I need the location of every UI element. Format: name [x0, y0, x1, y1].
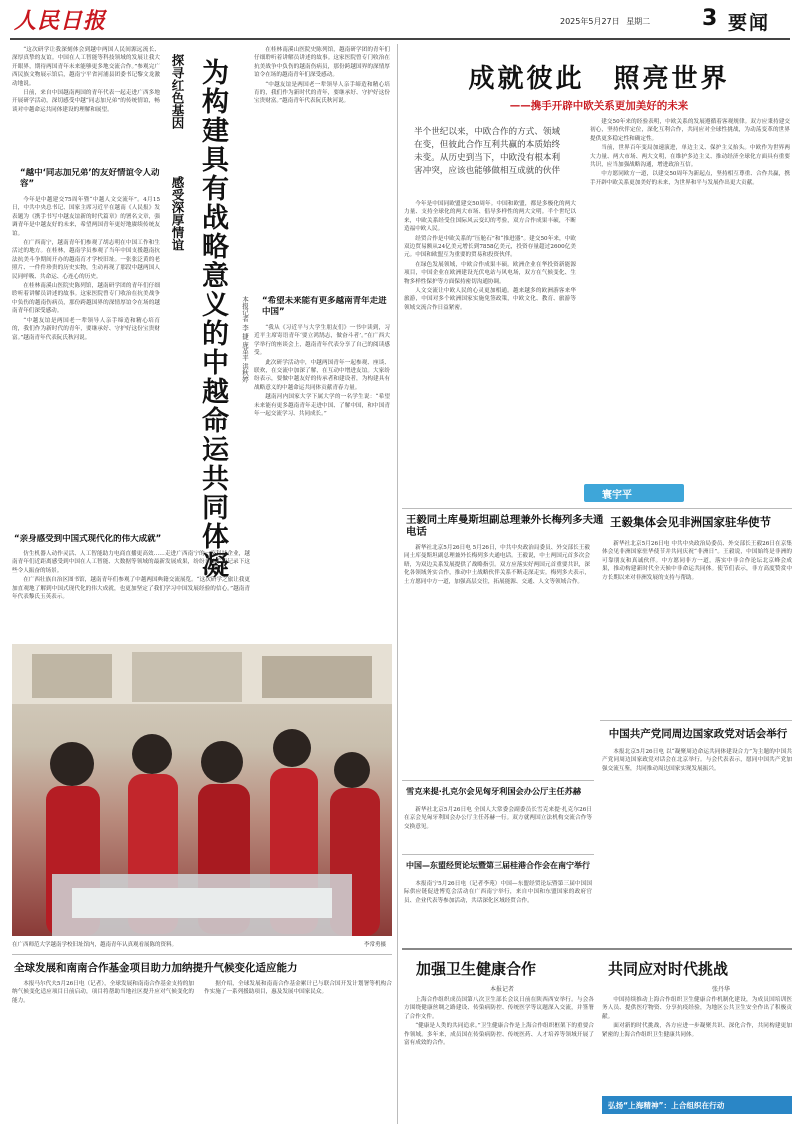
news-body-5	[602, 748, 792, 938]
photo-credit: 李常勇摄	[363, 942, 386, 948]
commentary-p4: 面对新的时代挑战，各方应进一步凝聚共识、深化合作，共同构建更加紧密的上海合作组织卫生健康共同体。	[602, 1023, 792, 1038]
news-body-4	[404, 880, 592, 944]
lead-body-b	[12, 550, 250, 642]
news-headline-1: 王毅同土库曼斯坦副总理兼外长梅列多夫通电话	[406, 514, 604, 538]
feature-body-p1: 今年是中国同欧盟建交50周年。中国和欧盟，都是多极化的两大力量、支持全球化的两大市场、倡导多样性的两大文明。半个世纪以来，中欧关系经受住国际风云变幻的考验，双方合作成果丰硕，不断造福中欧人民。	[404, 201, 576, 233]
news-headline-3: 雪克来提·扎克尔会见匈牙利国会办公厅主任苏赫	[406, 786, 582, 796]
lead-body-p8: 此次研学活动中，中越两国青年一起参观、座谈、联欢，在交流中加深了解，在互动中增进友谊。大家纷纷表示，要做中越友好的传承者和建设者，为构建具有战略意义的中越命运共同体贡献青春力量。	[254, 359, 390, 391]
commentary-banner	[602, 1096, 792, 1114]
news-headline-2: 王毅集体会见非洲国家驻华使节	[610, 515, 771, 529]
news-headline-4: 中国—东盟经贸论坛暨第三届桂港合作会在南宁举行	[406, 861, 590, 870]
date	[560, 16, 700, 28]
lead-middle-top	[254, 46, 390, 290]
column-tag-text: 寰宇平	[602, 490, 632, 501]
commentary-p1: 上海合作组织成员国第八次卫生部长会议日前在陕西西安举行。与会各方围绕健康丝绸之路建设、传染病防控、传统医学等议题深入交流，并签署了合作文件。	[404, 997, 594, 1020]
date-text: 2025年5月27日	[560, 17, 620, 26]
lead-body-p2: 在广西南宁，越南青年们参观了胡志明在中国工作和生活过的地方。在桂林，越南学员参观了当年中国支援越南抗法抗美斗争期间开办的越南育才学校旧址。一张张泛黄的老照片、一件件珍贵的历史实物，生动再现了那段中越两国人民同呼吸、共命运、心连心的历史。	[12, 240, 160, 280]
lead-kicker-1: 探寻红色基因	[170, 54, 185, 129]
page-number: 3	[702, 6, 718, 31]
lead-body-p5: 仿生机器人动作灵活、人工智能助力电商直播更高效……走进广西南宁的一家科技企业，越南青年们近距离感受到中国在人工智能、大数据等领域的最新发展成果，纷纷拿出手机记录下这些令人振奋的场景。	[12, 551, 250, 574]
lead-body-p9: 越南河内国家大学下属大学的一名学生说：“希望未来能有更多越南青年走进中国、了解中国，和中国青年一起交流学习、共同成长。”	[254, 394, 390, 418]
newspaper-logo: 人民日报	[14, 8, 107, 34]
lead-body-p3: 在桂林南溪山医院史陈列馆，越南研学团的青年们仔细聆听着讲解员讲述的故事。这家医院曾专门收治在抗美战争中负伤的越南伤病员，那份跨越国界的深情厚谊令在场的越南青年们深受感动。	[12, 283, 160, 315]
commentary-body-left	[404, 996, 594, 1120]
commentary-author: 张丹华	[712, 986, 731, 993]
feature-body-p3: 在绿色发展领域，中欧合作成果丰硕。欧洲企业在华投资新能源项目，中国企业在欧洲建设光伏电站与风电场，双方在气候变化、生物多样性保护等方面保持密切沟通协调。	[404, 261, 576, 285]
photo-caption-text: 在广西师范大学越南学校旧址馆内，越南青年认真观看展陈的资料。	[12, 942, 178, 948]
feature-right-p2: 当前，世界百年变局加速演进，单边主义、保护主义抬头。中欧作为世界两大力量、两大市场、两大文明，在维护多边主义、推动经济全球化方面具有重要共识，应当加强战略沟通，增进政治互信。	[590, 145, 790, 169]
weekday-text: 星期二	[626, 17, 651, 26]
lead-intro-p2: 日前，来自中国越南两国的青年代表一起走进广西多地开展研学活动，深切感受中越“同志加兄弟”的传统情谊，畅谈对中越命运共同体建设的理解和展望。	[12, 90, 160, 113]
rule-h3	[402, 780, 594, 781]
news-body-6b	[204, 980, 392, 1120]
rule-h5	[600, 720, 792, 721]
commentary-p3: 中国持续推动上海合作组织卫生健康合作机制化建设，为成员国培训医务人员、提供医疗物资、分享抗疫经验，为地区公共卫生安全作出了积极贡献。	[602, 997, 792, 1020]
commentary-banner-text: 弘扬“上海精神”：上合组织在行动	[608, 1101, 725, 1110]
lead-kicker-2: 感受深厚情谊	[170, 176, 185, 251]
lead-byline: 本报记者 李 捷 庞革平 洪秋婷	[241, 296, 249, 383]
feature-body-p4: 人文交流让中欧人民的心灵更加相通。越来越多的欧洲游客来华旅游，中国对多个欧洲国家实施免签政策，中欧文化、教育、旅游等领域交流合作日益紧密。	[404, 288, 576, 311]
commentary-p2: “健康是人类的共同追求。”卫生健康合作是上海合作组织框架下的重要合作领域。多年来，成员国在传染病防控、传统医药、人才培养等领域开展了富有成效的合作。	[404, 1023, 594, 1047]
lead-intro-p1: “这次研学让我深刻体会到越中两国人民间源远流长、深厚真挚的友谊。中国在人工智能等科技领域的发展让我大开眼界，期待两国青年未来能够更多地交流合作。”参观完广西民族文物展示馆后，越南宁平省河浦县团委书记黎文龙激动地说。	[12, 47, 160, 87]
lead-subhead-2: “亲身感受到中国式现代化的伟大成就”	[14, 534, 162, 544]
news-body-5-p: 本报北京5月26日电 以“凝聚周边命运共同体建设合力”为主题的中国共产党同周边国家政党对话会在北京举行。与会代表表示，愿同中国共产党加强交流互鉴，共同推动周边国家实现发展振兴。	[602, 749, 792, 772]
lead-body-p7: “我从《习近平与大学生朋友们》一书中读到，习近平主席寄语青年‘要立鸿鹄志，做奋斗者’。”在广西大学举行的座谈会上，越南青年代表分享了自己的阅读感受。	[254, 325, 390, 357]
feature-lede: 半个世纪以来，中欧合作的方式、领域在变，但彼此合作互利共赢的本质始终未变。从历史到当下，中欧没有根本利害冲突，应该也能够做相互成就的伙伴	[414, 127, 561, 176]
rule-bottom-right	[402, 948, 792, 950]
lead-photo	[12, 644, 392, 936]
news-body-3	[404, 806, 592, 852]
news-body-4-p: 本报南宁5月26日电（记者李苑）中国—东盟经贸论坛暨第三届中国国际供应链促进博览会活动在广西南宁举行，来自中国和东盟国家的政府官员、企业代表等参加活动，共话深化区域经贸合作。	[404, 881, 592, 904]
news-headline-5: 中国共产党同周边国家政党对话会举行	[608, 728, 788, 740]
news-body-6	[12, 980, 194, 1120]
feature-title: 成就彼此 照亮世界	[468, 64, 730, 94]
feature-body	[404, 200, 576, 500]
news-body-3-p: 新华社北京5月26日电 全国人大常委会副委员长雪克来提·扎克尔26日在京会见匈牙利国会办公厅主任苏赫一行。双方就两国立法机构交流合作等交换意见。	[404, 807, 592, 830]
commentary-title-left: 加强卫生健康合作	[416, 960, 537, 978]
lead-body-p4: “中越友谊是两国老一辈领导人亲手缔造和精心培育的，我们作为新时代的青年，要继承好、守护好这份宝贵财富。”越南青年代表阮氏秋河说。	[12, 317, 160, 341]
photo-illustration	[12, 644, 392, 936]
news-headline-6: 全球发展和南南合作基金项目助力加纳提升气候变化适应能力	[14, 962, 298, 974]
lead-body-p6: 在广西壮族自治区图书馆，越南青年们参观了中越两国典籍交流展览。“这次研学之旅让我更加直观地了解到中国式现代化的伟大成就，也更加坚定了我们学习中国发展经验的信心。”越南青年代表黎氏玉英表示。	[12, 577, 250, 601]
feature-subtitle: ——携手开辟中欧关系更加美好的未来	[509, 100, 689, 112]
feature-right-p3: 中方愿同欧方一道，以建交50周年为新起点，坚持相互尊重、合作共赢，携手开辟中欧关系更加美好的未来，为世界和平与发展作出更大贡献。	[590, 171, 790, 186]
feature-right-p1: 建交50年来的经验表明，中欧关系的发展遵循着客观规律。双方应秉持建交初心，坚持伙伴定位，深化互利合作，共同应对全球性挑战，为动荡变革的世界提供更多稳定性和确定性。	[590, 119, 790, 142]
feature-body-p2: 经贸合作是中欧关系的“压舱石”和“推进器”。建交50年来，中欧双边贸易额从24亿美元增长到7858亿美元，投资存量超过2600亿美元。中国和欧盟互为重要的贸易和投资伙伴。	[404, 235, 576, 259]
column-divider	[397, 44, 398, 1124]
lead-intro	[12, 46, 160, 162]
column-tag-badge	[584, 484, 684, 502]
photo-caption	[12, 940, 392, 950]
lead-headline: 为构建具有战略意义的中越命运共同体凝	[197, 58, 228, 580]
lead-subhead-3: “希望未来能有更多越南青年走进中国”	[262, 296, 387, 317]
news-body-2	[602, 540, 792, 716]
news-body-1-p: 新华社北京5月26日电 5月26日，中共中央政治局委员、外交部长王毅同土库曼斯坦副总理兼外长梅列多夫通电话。王毅说，中土两国元首多次会晤，为双边关系发展提供了战略指引。双方应落实好两国元首重要共识，深化各领域务实合作，推动中土战略伙伴关系不断走深走实。梅列多夫表示，土方愿同中方一道，加强高层交往，拓展能源、交通、人文等领域合作。	[404, 545, 590, 585]
news-body-2-p: 新华社北京5月26日电 中共中央政治局委员、外交部长王毅26日在京集体会见非洲国家驻华使节并共同庆祝“非洲日”。王毅说，中国始终是非洲的可靠朋友和真诚伙伴。中方愿同非方一道，落实中非合作论坛北京峰会成果，推动构建新时代全天候中非命运共同体。使节们表示，非方高度赞赏中方长期以来对非洲发展的支持与帮助。	[602, 541, 792, 581]
commentary-title-right: 共同应对时代挑战	[608, 960, 729, 978]
rule-bottom-left	[12, 954, 392, 955]
news-body-6-p1: 本报马尔代夫5月26日电（记者），全球发展和南南合作基金支持的加纳气候变化适应项目日前启动，项目将帮助当地社区提升应对气候变化的能力。	[12, 981, 194, 1004]
commentary-body-right	[602, 996, 792, 1092]
news-body-6-p2: 据介绍，全球发展和南南合作基金累计已与联合国开发计划署等机构合作实施了一系列援助项目，惠及发展中国家民众。	[204, 981, 392, 996]
lead-body-p4b: 在桂林南溪山医院史陈列馆，越南研学团的青年们仔细聆听着讲解员讲述的故事。这家医院曾专门收治在抗美战争中负伤的越南伤病员，那份跨越国界的深情厚谊令在场的越南青年们深受感动。	[254, 47, 390, 79]
masthead-rule	[10, 38, 790, 40]
commentary-byline: 本报记者	[490, 986, 515, 993]
feature-body-right	[590, 118, 790, 448]
rule-h4	[402, 854, 594, 855]
lead-body-p4c: “中越友谊是两国老一辈领导人亲手缔造和精心培育的，我们作为新时代的青年，要继承好、守护好这份宝贵财富。”越南青年代表阮氏秋河说。	[254, 81, 390, 105]
section-name: 要闻	[728, 12, 771, 34]
rule-feature	[402, 508, 792, 509]
lead-body-a	[12, 196, 160, 536]
masthead	[0, 0, 800, 40]
lead-body-c	[254, 324, 390, 640]
news-body-1	[404, 544, 590, 774]
lead-subhead-1: “越中‘同志加兄弟’的友好情谊令人动容”	[20, 168, 160, 189]
lead-body-p1: 今年是中越建交75周年暨“中越人文交流年”。4月15日，中共中央总书记、国家主席习近平在越南《人民报》发表题为《携手书写中越友谊新的时代篇章》的署名文章，强调青年是中越友好的未来，希望两国青年更好地赓续传统友谊。	[12, 197, 160, 237]
